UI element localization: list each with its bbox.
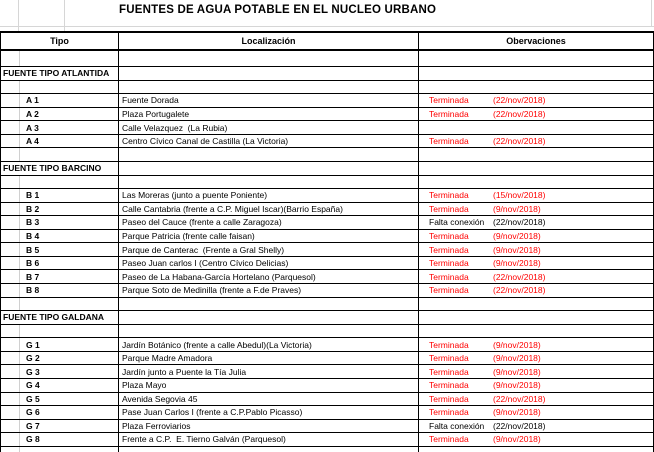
tipo-code: G 7 [26, 420, 40, 431]
tipo-cell [1, 121, 119, 134]
section-header-row [1, 162, 653, 176]
observaciones-cell [419, 406, 653, 419]
observaciones-cell [419, 298, 653, 311]
observation-status: Terminada [429, 203, 469, 214]
localizacion-cell: Frente a C.P. E. Tierno Galván (Parquesol) [119, 433, 419, 446]
observation-status: Terminada [429, 271, 469, 282]
section-header-row [1, 67, 653, 81]
observaciones-cell [419, 162, 653, 175]
observation-status: Terminada [429, 136, 469, 147]
tipo-code: G 3 [26, 366, 40, 377]
observaciones-cell [419, 365, 653, 378]
tipo-cell [1, 230, 119, 243]
localizacion-cell [119, 176, 419, 189]
top-strip [0, 0, 654, 31]
table-row [1, 433, 653, 447]
tipo-cell [1, 433, 119, 446]
tipo-code: B 1 [26, 190, 40, 201]
observation-status: Terminada [429, 393, 469, 404]
localizacion-cell: Parque Soto de Medinilla (frente a F.de Praves) [119, 284, 419, 297]
section-name: FUENTE TIPO ATLANTIDA [3, 68, 110, 79]
observaciones-cell [419, 121, 653, 134]
observation-date: (9/nov/2018) [493, 434, 541, 445]
table-row [1, 257, 653, 271]
spacer-row [1, 51, 653, 67]
gridline [0, 26, 654, 27]
tipo-code: A 1 [26, 95, 39, 106]
tipo-code: B 5 [26, 244, 40, 255]
observaciones-cell [419, 257, 653, 270]
fountains-table [0, 31, 654, 452]
observaciones-cell [419, 433, 653, 446]
tipo-cell [1, 81, 119, 94]
gridline [651, 0, 652, 26]
table-row [1, 365, 653, 379]
observaciones-cell [419, 352, 653, 365]
localizacion-cell [119, 298, 419, 311]
observation-date: (9/nov/2018) [493, 353, 541, 364]
observation-date: (9/nov/2018) [493, 407, 541, 418]
tipo-code: A 4 [26, 136, 39, 147]
tipo-code: G 8 [26, 434, 40, 445]
tipo-cell [1, 298, 119, 311]
localizacion-cell [119, 325, 419, 338]
table-row [1, 135, 653, 149]
table-row [1, 352, 653, 366]
observaciones-cell [419, 230, 653, 243]
observaciones-cell [419, 379, 653, 392]
observation-date: (22/nov/2018) [493, 393, 546, 404]
spacer-row [1, 447, 653, 452]
tipo-code: G 4 [26, 380, 40, 391]
tipo-cell [1, 257, 119, 270]
observation-date: (9/nov/2018) [493, 203, 541, 214]
tipo-cell [1, 148, 119, 161]
tipo-cell [1, 325, 119, 338]
observaciones-cell [419, 447, 653, 452]
observation-status: Terminada [429, 380, 469, 391]
observaciones-cell [419, 94, 653, 107]
tipo-cell [1, 352, 119, 365]
observation-status: Terminada [429, 339, 469, 350]
table-row [1, 94, 653, 108]
observaciones-cell [419, 108, 653, 121]
observation-status: Terminada [429, 231, 469, 242]
observation-date: (9/nov/2018) [493, 339, 541, 350]
column-header-tipo: Tipo [1, 33, 119, 49]
localizacion-cell: Plaza Portugalete [119, 108, 419, 121]
tipo-code: A 2 [26, 108, 39, 119]
spacer-row [1, 148, 653, 162]
tipo-cell [1, 393, 119, 406]
table-row [1, 420, 653, 434]
observaciones-cell [419, 338, 653, 351]
observation-date: (22/nov/2018) [493, 95, 546, 106]
tipo-code: B 3 [26, 217, 40, 228]
tipo-cell [1, 406, 119, 419]
table-row [1, 189, 653, 203]
localizacion-cell: Jardín junto a Puente la Tía Julia [119, 365, 419, 378]
table-row [1, 108, 653, 122]
section-name-cell [1, 67, 119, 80]
observation-status: Terminada [429, 285, 469, 296]
tipo-code: B 7 [26, 271, 40, 282]
tipo-cell [1, 379, 119, 392]
tipo-code: G 6 [26, 407, 40, 418]
localizacion-cell: Plaza Ferroviarios [119, 420, 419, 433]
tipo-code: G 2 [26, 353, 40, 364]
section-name-cell [1, 162, 119, 175]
spacer-row [1, 81, 653, 95]
observation-status: Terminada [429, 407, 469, 418]
observation-date: (9/nov/2018) [493, 231, 541, 242]
localizacion-cell: Avenida Segovia 45 [119, 393, 419, 406]
observaciones-cell [419, 216, 653, 229]
observaciones-cell [419, 189, 653, 202]
localizacion-cell: Paseo de La Habana-García Hortelano (Parquesol) [119, 270, 419, 283]
localizacion-cell [119, 447, 419, 452]
observation-status: Terminada [429, 434, 469, 445]
table-row [1, 393, 653, 407]
spacer-row [1, 325, 653, 339]
localizacion-cell: Jardín Botánico (frente a calle Abedul)(La Victoria) [119, 338, 419, 351]
localizacion-cell: Parque Patricia (frente calle faisan) [119, 230, 419, 243]
tipo-cell [1, 108, 119, 121]
page-title: FUENTES DE AGUA POTABLE EN EL NUCLEO URBANO [119, 4, 437, 16]
observation-date: (22/nov/2018) [493, 108, 546, 119]
table-row [1, 121, 653, 135]
tipo-cell [1, 284, 119, 297]
table-row [1, 379, 653, 393]
observaciones-cell [419, 203, 653, 216]
observation-date: (22/nov/2018) [493, 136, 546, 147]
localizacion-cell [119, 162, 419, 175]
observaciones-cell [419, 51, 653, 66]
observation-status: Falta conexión [429, 217, 485, 228]
tipo-code: A 3 [26, 122, 39, 133]
localizacion-cell: Centro Cívico Canal de Castilla (La Victoria) [119, 135, 419, 148]
observation-date: (9/nov/2018) [493, 258, 541, 269]
table-row [1, 284, 653, 298]
observation-date: (22/nov/2018) [493, 285, 546, 296]
observation-date: (22/nov/2018) [493, 217, 546, 228]
tipo-cell [1, 365, 119, 378]
tipo-code: B 8 [26, 285, 40, 296]
localizacion-cell [119, 51, 419, 66]
observaciones-cell [419, 135, 653, 148]
observation-date: (9/nov/2018) [493, 380, 541, 391]
table-row [1, 270, 653, 284]
localizacion-cell: Pase Juan Carlos I (frente a C.P.Pablo Picasso) [119, 406, 419, 419]
column-header-localizacion: Localización [119, 33, 419, 49]
section-name: FUENTE TIPO GALDANA [3, 312, 105, 323]
localizacion-cell: Paseo del Cauce (frente a calle Zaragoza) [119, 216, 419, 229]
observaciones-cell [419, 420, 653, 433]
tipo-cell [1, 420, 119, 433]
table-row [1, 406, 653, 420]
tipo-code: B 2 [26, 203, 40, 214]
observation-date: (15/nov/2018) [493, 190, 546, 201]
tipo-cell [1, 216, 119, 229]
observation-date: (9/nov/2018) [493, 366, 541, 377]
tipo-code: G 5 [26, 393, 40, 404]
localizacion-cell: Plaza Mayo [119, 379, 419, 392]
localizacion-cell: Calle Velazquez (La Rubia) [119, 121, 419, 134]
table-row [1, 203, 653, 217]
tipo-cell [1, 51, 119, 66]
tipo-cell [1, 189, 119, 202]
localizacion-cell [119, 148, 419, 161]
tipo-code: G 1 [26, 339, 40, 350]
localizacion-cell [119, 311, 419, 324]
table-row [1, 243, 653, 257]
table-row [1, 216, 653, 230]
observation-date: (22/nov/2018) [493, 420, 546, 431]
observation-status: Terminada [429, 366, 469, 377]
localizacion-cell: Calle Cantabria (frente a C.P. Miguel Iscar)(Barrio España) [119, 203, 419, 216]
localizacion-cell: Fuente Dorada [119, 94, 419, 107]
column-header-observaciones: Obervaciones [506, 36, 566, 46]
observation-status: Terminada [429, 244, 469, 255]
observaciones-cell [419, 176, 653, 189]
table-body [1, 51, 653, 452]
observation-status: Terminada [429, 190, 469, 201]
observation-date: (22/nov/2018) [493, 271, 546, 282]
observation-status: Terminada [429, 353, 469, 364]
localizacion-cell: Parque Madre Amadora [119, 352, 419, 365]
observaciones-cell [419, 81, 653, 94]
section-name: FUENTE TIPO BARCINO [3, 163, 102, 174]
section-header-row [1, 311, 653, 325]
tipo-cell [1, 203, 119, 216]
spacer-row [1, 298, 653, 312]
observation-status: Falta conexión [429, 420, 485, 431]
section-name-cell [1, 311, 119, 324]
tipo-code: B 4 [26, 231, 40, 242]
observation-status: Terminada [429, 95, 469, 106]
observaciones-cell [419, 148, 653, 161]
table-row [1, 230, 653, 244]
tipo-cell [1, 94, 119, 107]
tipo-cell [1, 176, 119, 189]
localizacion-cell: Paseo Juan carlos I (Centro Cívico Delicias) [119, 257, 419, 270]
localizacion-cell [119, 67, 419, 80]
tipo-cell [1, 447, 119, 452]
table-row [1, 338, 653, 352]
localizacion-cell: Parque de Canterac (Frente a Gral Shelly) [119, 243, 419, 256]
observation-status: Terminada [429, 108, 469, 119]
observaciones-cell [419, 311, 653, 324]
tipo-cell [1, 338, 119, 351]
observation-status: Terminada [429, 258, 469, 269]
observaciones-cell [419, 393, 653, 406]
tipo-cell [1, 270, 119, 283]
observation-date: (9/nov/2018) [493, 244, 541, 255]
table-header-row [1, 31, 653, 51]
tipo-cell [1, 135, 119, 148]
observaciones-cell [419, 284, 653, 297]
localizacion-cell [119, 81, 419, 94]
observaciones-cell [419, 325, 653, 338]
spacer-row [1, 176, 653, 190]
tipo-code: B 6 [26, 258, 40, 269]
localizacion-cell: Las Moreras (junto a puente Poniente) [119, 189, 419, 202]
observaciones-cell [419, 67, 653, 80]
tipo-cell [1, 243, 119, 256]
observaciones-cell [419, 243, 653, 256]
observaciones-cell [419, 270, 653, 283]
